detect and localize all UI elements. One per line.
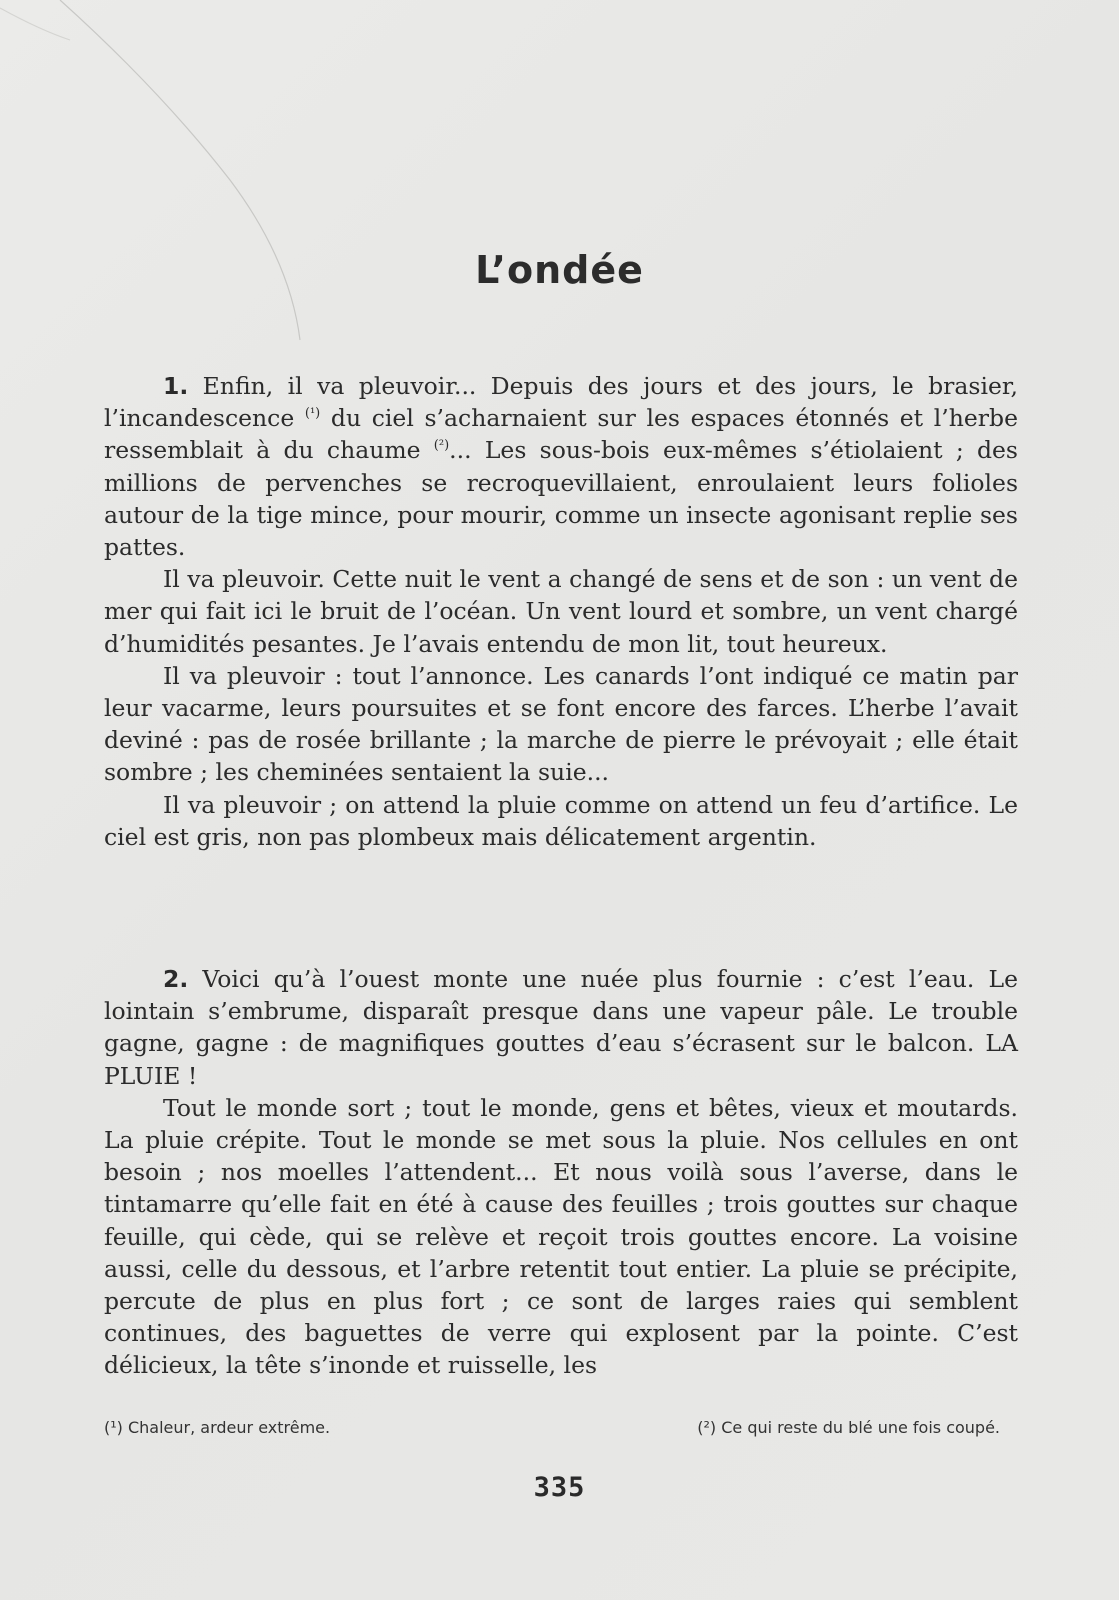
section-1: [104, 370, 1018, 853]
page-number: 335: [533, 1472, 586, 1503]
paragraph: [104, 963, 1018, 1092]
footnote-ref: (¹): [304, 406, 321, 422]
text-run: Enfin, il va pleuvoir... Depuis des jours et des jours, le brasier, l’incandescence: [104, 372, 1018, 433]
footnote-ref: (²): [433, 438, 450, 454]
section-number: 2.: [163, 965, 189, 993]
page-title: L’ondée: [475, 248, 644, 292]
paragraph: Il va pleuvoir : tout l’annonce. Les canards l’ont indiqué ce matin par leur vacarme, leurs poursuites et se font encore des farces. L’herbe l’avait deviné : pas de rosée brillante ; la marche de pierre le prévoyait ; elle était sombre ; les cheminées sentaient la suie...: [104, 661, 1018, 787]
paragraph: Tout le monde sort ; tout le monde, gens et bêtes, vieux et moutards. La pluie crépite. Tout le monde se met sous la pluie. Nos cellules en ont besoin ; nos moelles l’attendent... Et nous voilà sous l’averse, dans le tintamarre qu’elle fait en été à cause des feuilles ; trois gouttes sur chaque feuille, qui cède, qui se relève et reçoit trois gouttes encore. La voisine aussi, celle du dessous, et l’arbre retentit tout entier. La pluie se précipite, percute de plus en plus fort ; ce sont de larges raies qui semblent continues, des baguettes de verre qui explosent par la pointe. C’est délicieux, la tête s’inonde et ruisselle, les: [104, 1093, 1018, 1380]
text-run: Voici qu’à l’ouest monte une nuée plus fournie : c’est l’eau. Le lointain s’embrume, disparaît presque dans une vapeur pâle. Le trouble gagne, gagne : de magnifiques gouttes d’eau s’écrasent sur le balcon. LA PLUIE !: [104, 965, 1018, 1090]
footnote-1: (¹) Chaleur, ardeur extrême.: [104, 1418, 331, 1437]
paragraph: [104, 370, 1018, 563]
text-run: du ciel s’acharnaient sur les espaces étonnés et l’herbe ressemblait à du chaume: [104, 404, 1018, 465]
section-2: [104, 963, 1018, 1382]
paragraph: Il va pleuvoir. Cette nuit le vent a changé de sens et de son : un vent de mer qui fait ici le bruit de l’océan. Un vent lourd et sombre, un vent chargé d’humidités pesantes. Je l’avais entendu de mon lit, tout heureux.: [104, 565, 1018, 658]
section-number: 1.: [163, 372, 189, 400]
paragraph: Il va pleuvoir ; on attend la pluie comme on attend un feu d’artifice. Le ciel est gris, non pas plombeux mais délicatement argentin.: [104, 790, 1018, 851]
text-run: ... Les sous-bois eux-mêmes s’étiolaient ; des millions de pervenches se recroquevillaient, enroulaient leurs folioles autour de la tige mince, pour mourir, comme un insecte agonisant replie ses pattes.: [104, 436, 1018, 562]
footnote-2: (²) Ce qui reste du blé une fois coupé.: [697, 1418, 1000, 1437]
